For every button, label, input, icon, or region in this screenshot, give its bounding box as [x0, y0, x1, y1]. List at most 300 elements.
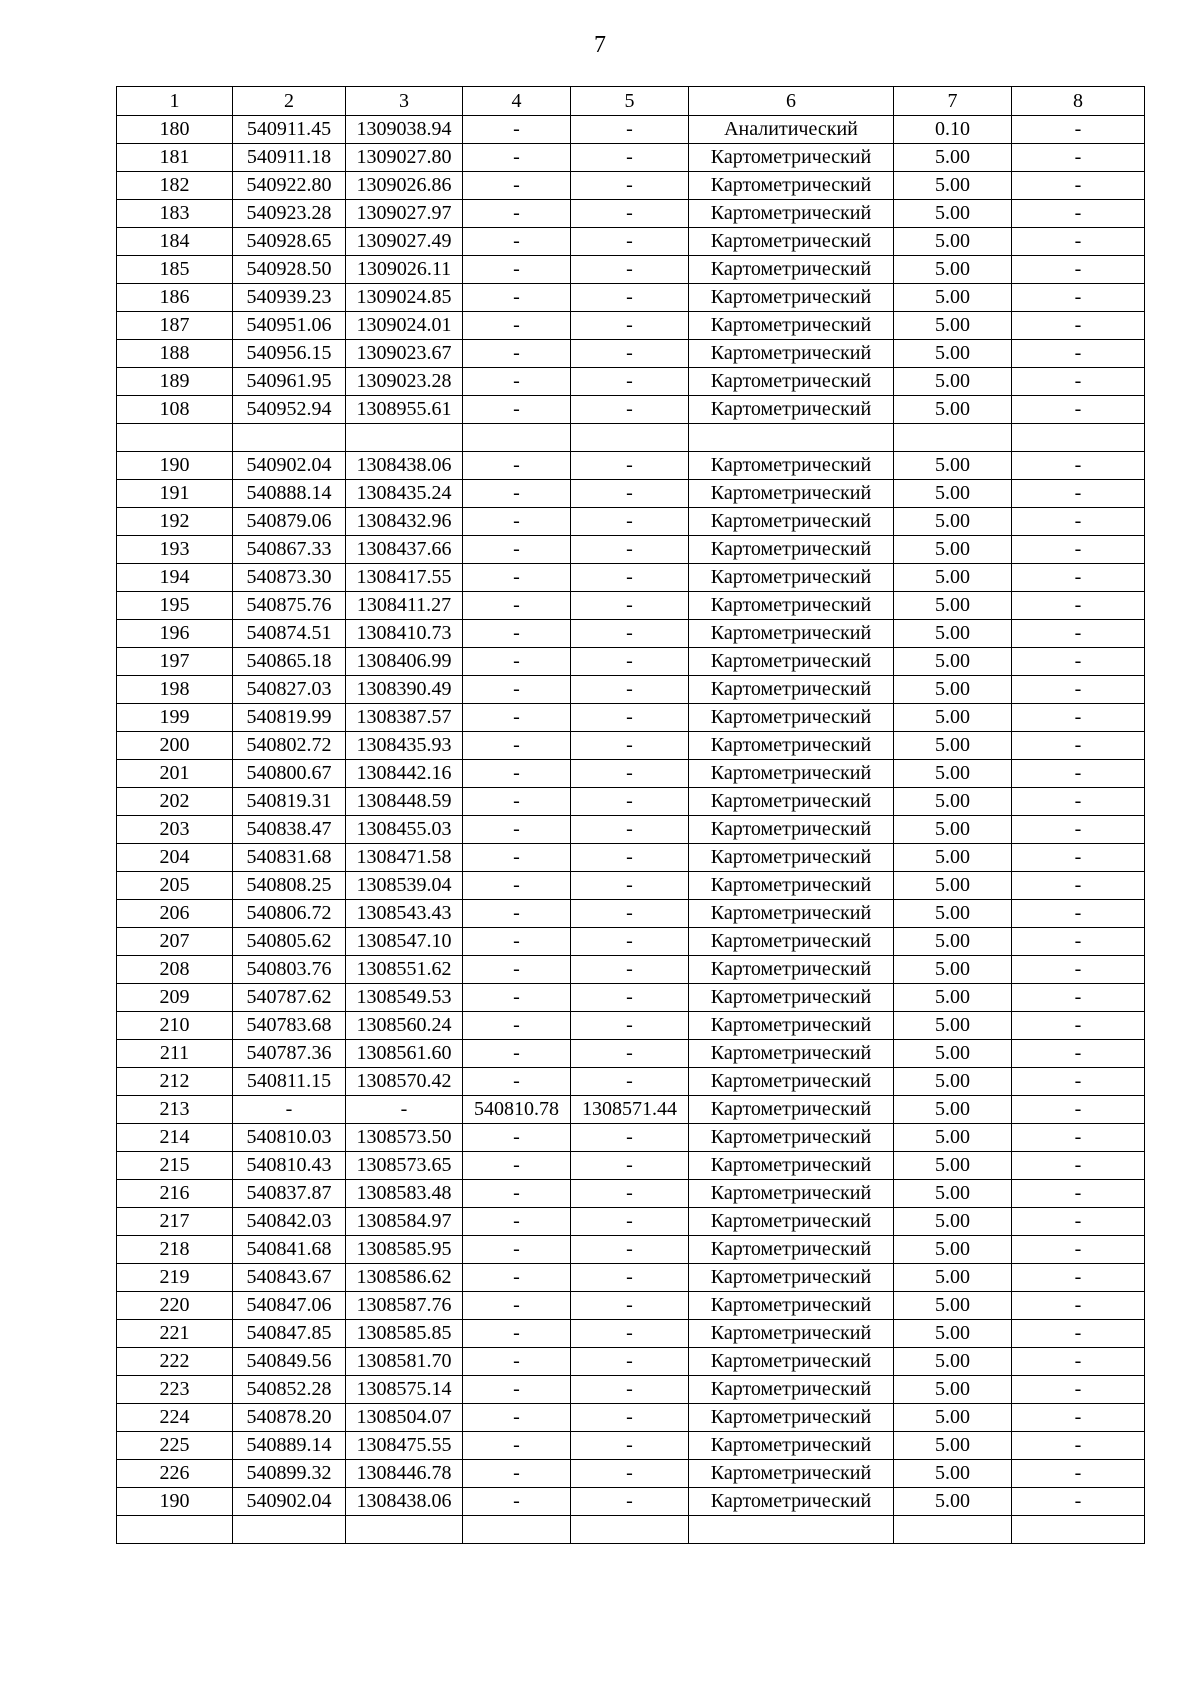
table-cell: - — [571, 1208, 689, 1236]
table-row — [117, 368, 1145, 396]
table-cell: 540928.65 — [233, 228, 346, 256]
table-cell: 540911.18 — [233, 144, 346, 172]
table-row — [117, 620, 1145, 648]
table-cell: - — [1012, 844, 1145, 872]
table-cell: - — [571, 1376, 689, 1404]
table-cell: 5.00 — [894, 1404, 1012, 1432]
table-cell: - — [1012, 1180, 1145, 1208]
table-row — [117, 788, 1145, 816]
table-cell: - — [1012, 704, 1145, 732]
table-cell: 5.00 — [894, 1264, 1012, 1292]
table-cell: 1308573.65 — [346, 1152, 463, 1180]
table-cell: 540911.45 — [233, 116, 346, 144]
table-cell: 222 — [117, 1348, 233, 1376]
table-cell: 5.00 — [894, 228, 1012, 256]
table-cell: - — [463, 1488, 571, 1516]
coordinates-table — [116, 86, 1145, 1544]
table-cell: - — [463, 1012, 571, 1040]
table-cell: 5.00 — [894, 1460, 1012, 1488]
table-cell: 108 — [117, 396, 233, 424]
table-cell: 190 — [117, 452, 233, 480]
table-row — [117, 536, 1145, 564]
table-cell: 205 — [117, 872, 233, 900]
column-header: 5 — [571, 87, 689, 116]
table-cell: - — [463, 956, 571, 984]
table-cell: 214 — [117, 1124, 233, 1152]
table-cell: - — [463, 1124, 571, 1152]
table-cell: Картометрический — [689, 1040, 894, 1068]
table-cell: 5.00 — [894, 592, 1012, 620]
table-cell — [1012, 1516, 1145, 1544]
table-cell: Картометрический — [689, 144, 894, 172]
table-cell: - — [571, 844, 689, 872]
table-cell: - — [463, 116, 571, 144]
table-cell: - — [463, 872, 571, 900]
table-row — [117, 480, 1145, 508]
table-cell: 219 — [117, 1264, 233, 1292]
table-cell: 215 — [117, 1152, 233, 1180]
table-cell: - — [1012, 1152, 1145, 1180]
table-cell: 193 — [117, 536, 233, 564]
table-cell: - — [463, 256, 571, 284]
table-cell: - — [571, 1236, 689, 1264]
table-cell: 1308547.10 — [346, 928, 463, 956]
table-cell: Картометрический — [689, 760, 894, 788]
table-row — [117, 1096, 1145, 1124]
table-row — [117, 648, 1145, 676]
table-cell: - — [1012, 676, 1145, 704]
table-cell: 1309024.85 — [346, 284, 463, 312]
table-cell: 540865.18 — [233, 648, 346, 676]
table-cell: 5.00 — [894, 480, 1012, 508]
table-cell: - — [1012, 1012, 1145, 1040]
table-cell: Картометрический — [689, 676, 894, 704]
table-cell: Картометрический — [689, 1376, 894, 1404]
table-cell: - — [571, 1320, 689, 1348]
table-cell: - — [571, 1124, 689, 1152]
table-row — [117, 1040, 1145, 1068]
table-row — [117, 1320, 1145, 1348]
table-cell: 540811.15 — [233, 1068, 346, 1096]
table-cell: 1308446.78 — [346, 1460, 463, 1488]
table-cell: - — [463, 200, 571, 228]
table-cell: - — [463, 1320, 571, 1348]
table-cell: 1309027.97 — [346, 200, 463, 228]
table-cell: - — [463, 844, 571, 872]
table-cell: 5.00 — [894, 256, 1012, 284]
table-cell: - — [1012, 816, 1145, 844]
table-cell: 5.00 — [894, 732, 1012, 760]
table-cell: - — [1012, 1376, 1145, 1404]
table-cell: - — [571, 1460, 689, 1488]
table-cell: Картометрический — [689, 340, 894, 368]
table-cell: Картометрический — [689, 1208, 894, 1236]
table-cell: - — [571, 312, 689, 340]
table-cell: 540787.36 — [233, 1040, 346, 1068]
table-row — [117, 1292, 1145, 1320]
table-cell: 5.00 — [894, 452, 1012, 480]
table-cell: 0.10 — [894, 116, 1012, 144]
table-cell: 223 — [117, 1376, 233, 1404]
column-header: 8 — [1012, 87, 1145, 116]
table-cell: 181 — [117, 144, 233, 172]
table-cell — [233, 424, 346, 452]
table-cell: - — [463, 1152, 571, 1180]
table-cell: 210 — [117, 1012, 233, 1040]
table-cell: 540808.25 — [233, 872, 346, 900]
table-cell: 190 — [117, 1488, 233, 1516]
table-cell: - — [571, 340, 689, 368]
table-cell: - — [463, 564, 571, 592]
table-cell: 1308539.04 — [346, 872, 463, 900]
table-cell: - — [1012, 284, 1145, 312]
table-cell: 5.00 — [894, 704, 1012, 732]
table-cell: 540819.31 — [233, 788, 346, 816]
table-cell: 1308571.44 — [571, 1096, 689, 1124]
table-cell: 1309027.49 — [346, 228, 463, 256]
table-cell: - — [1012, 1096, 1145, 1124]
table-cell: - — [571, 480, 689, 508]
table-cell: 196 — [117, 620, 233, 648]
table-cell: 540847.85 — [233, 1320, 346, 1348]
table-cell: 183 — [117, 200, 233, 228]
table-row — [117, 732, 1145, 760]
table-cell: - — [571, 536, 689, 564]
table-cell: 5.00 — [894, 1012, 1012, 1040]
table-cell: 5.00 — [894, 284, 1012, 312]
table-cell: 211 — [117, 1040, 233, 1068]
table-cell: 5.00 — [894, 984, 1012, 1012]
table-cell: - — [463, 1376, 571, 1404]
table-cell: 540810.78 — [463, 1096, 571, 1124]
table-cell: 209 — [117, 984, 233, 1012]
table-cell: 540803.76 — [233, 956, 346, 984]
table-cell: Картометрический — [689, 1068, 894, 1096]
table-cell: - — [571, 676, 689, 704]
table-cell: 1308955.61 — [346, 396, 463, 424]
table-cell — [117, 1516, 233, 1544]
table-cell: 216 — [117, 1180, 233, 1208]
column-header: 4 — [463, 87, 571, 116]
table-cell: 540843.67 — [233, 1264, 346, 1292]
table-cell: 540961.95 — [233, 368, 346, 396]
table-cell: - — [463, 1068, 571, 1096]
table-cell: - — [571, 1180, 689, 1208]
table-cell: - — [463, 1432, 571, 1460]
table-row — [117, 228, 1145, 256]
table-cell: Картометрический — [689, 200, 894, 228]
table-cell: Картометрический — [689, 1124, 894, 1152]
table-cell: Картометрический — [689, 788, 894, 816]
table-cell: 540878.20 — [233, 1404, 346, 1432]
table-cell: 1308581.70 — [346, 1348, 463, 1376]
table-row — [117, 816, 1145, 844]
table-cell: 1308390.49 — [346, 676, 463, 704]
table-row — [117, 172, 1145, 200]
table-cell: 540787.62 — [233, 984, 346, 1012]
column-header: 2 — [233, 87, 346, 116]
table-cell: - — [1012, 256, 1145, 284]
table-cell: 5.00 — [894, 1040, 1012, 1068]
table-cell — [689, 1516, 894, 1544]
table-cell: Картометрический — [689, 1152, 894, 1180]
table-cell: Картометрический — [689, 592, 894, 620]
table-cell: 1308504.07 — [346, 1404, 463, 1432]
table-cell: 1308438.06 — [346, 452, 463, 480]
table-cell: 5.00 — [894, 1180, 1012, 1208]
table-cell: - — [1012, 144, 1145, 172]
table-cell: Картометрический — [689, 648, 894, 676]
table-cell: - — [1012, 1292, 1145, 1320]
table-cell: 540875.76 — [233, 592, 346, 620]
table-cell — [894, 1516, 1012, 1544]
table-cell: 540902.04 — [233, 1488, 346, 1516]
table-cell: 217 — [117, 1208, 233, 1236]
table-cell: - — [571, 396, 689, 424]
table-cell: 1308543.43 — [346, 900, 463, 928]
table-cell: Картометрический — [689, 1488, 894, 1516]
table-cell: - — [571, 816, 689, 844]
table-cell: - — [1012, 1488, 1145, 1516]
table-cell: 185 — [117, 256, 233, 284]
table-cell: 5.00 — [894, 1096, 1012, 1124]
table-cell: - — [571, 900, 689, 928]
table-cell: - — [571, 1292, 689, 1320]
table-row — [117, 760, 1145, 788]
table-cell: Картометрический — [689, 396, 894, 424]
table-row — [117, 1152, 1145, 1180]
table-cell: - — [1012, 200, 1145, 228]
column-header: 3 — [346, 87, 463, 116]
table-cell: Картометрический — [689, 732, 894, 760]
table-cell: - — [1012, 508, 1145, 536]
table-cell: 202 — [117, 788, 233, 816]
table-cell: 5.00 — [894, 1236, 1012, 1264]
table-cell: - — [463, 1264, 571, 1292]
table-cell: - — [463, 480, 571, 508]
table-cell: 1308560.24 — [346, 1012, 463, 1040]
table-cell: 5.00 — [894, 396, 1012, 424]
table-row — [117, 1432, 1145, 1460]
table-cell: 1308410.73 — [346, 620, 463, 648]
table-cell: 1308551.62 — [346, 956, 463, 984]
table-cell: 5.00 — [894, 172, 1012, 200]
table-cell: 540928.50 — [233, 256, 346, 284]
column-header: 6 — [689, 87, 894, 116]
table-cell: 5.00 — [894, 928, 1012, 956]
table-cell: - — [1012, 872, 1145, 900]
table-cell: 218 — [117, 1236, 233, 1264]
table-cell: Картометрический — [689, 984, 894, 1012]
table-cell: Картометрический — [689, 536, 894, 564]
table-cell: - — [463, 1180, 571, 1208]
table-row — [117, 592, 1145, 620]
table-cell: 5.00 — [894, 676, 1012, 704]
table-cell: 1308455.03 — [346, 816, 463, 844]
table-cell: - — [571, 1012, 689, 1040]
table-cell: - — [1012, 1404, 1145, 1432]
table-row — [117, 900, 1145, 928]
table-cell: 1309023.67 — [346, 340, 463, 368]
table-cell: 1308573.50 — [346, 1124, 463, 1152]
table-cell: 1308411.27 — [346, 592, 463, 620]
table-cell: Картометрический — [689, 368, 894, 396]
table-cell: - — [463, 1404, 571, 1432]
table-cell: 540879.06 — [233, 508, 346, 536]
table-cell: 1309027.80 — [346, 144, 463, 172]
table-cell: 1308417.55 — [346, 564, 463, 592]
table-cell: - — [463, 1292, 571, 1320]
table-cell: Картометрический — [689, 1320, 894, 1348]
table-cell: - — [463, 592, 571, 620]
table-cell: - — [571, 620, 689, 648]
table-cell: Картометрический — [689, 844, 894, 872]
table-cell: - — [571, 928, 689, 956]
table-cell: - — [463, 228, 571, 256]
table-cell: 540805.62 — [233, 928, 346, 956]
table-row — [117, 1516, 1145, 1544]
table-row — [117, 844, 1145, 872]
table-cell: 1308437.66 — [346, 536, 463, 564]
table-cell: - — [463, 704, 571, 732]
table-cell: 1308406.99 — [346, 648, 463, 676]
table-cell: 221 — [117, 1320, 233, 1348]
table-cell: 540810.03 — [233, 1124, 346, 1152]
table-cell: Картометрический — [689, 1432, 894, 1460]
table-cell: - — [571, 648, 689, 676]
table-cell: - — [463, 172, 571, 200]
table-cell: Картометрический — [689, 1264, 894, 1292]
table-cell: Картометрический — [689, 1236, 894, 1264]
table-cell: - — [1012, 172, 1145, 200]
table-cell: - — [571, 1488, 689, 1516]
table-cell: 5.00 — [894, 844, 1012, 872]
table-row — [117, 704, 1145, 732]
table-cell: - — [1012, 116, 1145, 144]
table-cell: 5.00 — [894, 956, 1012, 984]
table-cell: 1308583.48 — [346, 1180, 463, 1208]
table-row — [117, 1348, 1145, 1376]
table-cell: Картометрический — [689, 1292, 894, 1320]
table-cell: Картометрический — [689, 872, 894, 900]
table-cell: - — [1012, 1068, 1145, 1096]
table-row — [117, 1236, 1145, 1264]
table-cell: 5.00 — [894, 1432, 1012, 1460]
table-cell: 226 — [117, 1460, 233, 1488]
table-cell: 5.00 — [894, 564, 1012, 592]
table-cell: - — [571, 1264, 689, 1292]
table-cell: 1309038.94 — [346, 116, 463, 144]
table-cell: Картометрический — [689, 956, 894, 984]
table-cell: Картометрический — [689, 564, 894, 592]
table-cell: 5.00 — [894, 1320, 1012, 1348]
table-cell: - — [463, 620, 571, 648]
table-cell: 188 — [117, 340, 233, 368]
table-row — [117, 200, 1145, 228]
table-cell — [571, 424, 689, 452]
column-header: 1 — [117, 87, 233, 116]
table-cell: 194 — [117, 564, 233, 592]
table-cell: - — [571, 1040, 689, 1068]
table-cell: - — [1012, 340, 1145, 368]
table-cell: - — [1012, 1040, 1145, 1068]
table-cell: Картометрический — [689, 620, 894, 648]
table-cell — [117, 424, 233, 452]
table-cell: - — [463, 676, 571, 704]
table-cell: - — [1012, 956, 1145, 984]
table-cell: 540939.23 — [233, 284, 346, 312]
table-cell: 5.00 — [894, 1152, 1012, 1180]
table-row — [117, 956, 1145, 984]
table-cell: 5.00 — [894, 788, 1012, 816]
table-cell: 540952.94 — [233, 396, 346, 424]
table-cell: 1308585.85 — [346, 1320, 463, 1348]
table-cell: - — [463, 732, 571, 760]
table-cell: Картометрический — [689, 1460, 894, 1488]
table-row — [117, 396, 1145, 424]
table-cell — [894, 424, 1012, 452]
table-cell: - — [463, 340, 571, 368]
table-cell — [463, 424, 571, 452]
table-cell: 1309026.11 — [346, 256, 463, 284]
table-cell: - — [571, 564, 689, 592]
table-cell: - — [463, 1040, 571, 1068]
table-cell: - — [1012, 1236, 1145, 1264]
table-cell: Картометрический — [689, 228, 894, 256]
table-cell: - — [463, 760, 571, 788]
table-cell: - — [463, 144, 571, 172]
table-cell: - — [233, 1096, 346, 1124]
table-row — [117, 984, 1145, 1012]
table-cell: 1308587.76 — [346, 1292, 463, 1320]
table-cell: - — [463, 984, 571, 1012]
table-row — [117, 564, 1145, 592]
table-row — [117, 1068, 1145, 1096]
table-cell: 5.00 — [894, 144, 1012, 172]
table-cell: 1308448.59 — [346, 788, 463, 816]
table-cell: 1308549.53 — [346, 984, 463, 1012]
table-cell: 187 — [117, 312, 233, 340]
table-cell: - — [1012, 1208, 1145, 1236]
table-cell: 1308586.62 — [346, 1264, 463, 1292]
table-cell: 540800.67 — [233, 760, 346, 788]
table-row — [117, 676, 1145, 704]
table-cell: 182 — [117, 172, 233, 200]
table-cell: 540810.43 — [233, 1152, 346, 1180]
table-cell: 540874.51 — [233, 620, 346, 648]
table-cell: - — [571, 956, 689, 984]
table-cell: 540838.47 — [233, 816, 346, 844]
table-cell: - — [463, 284, 571, 312]
table-cell: 197 — [117, 648, 233, 676]
table-cell — [463, 1516, 571, 1544]
table-cell: 5.00 — [894, 340, 1012, 368]
table-cell: 180 — [117, 116, 233, 144]
table-cell: 195 — [117, 592, 233, 620]
table-cell: 1309024.01 — [346, 312, 463, 340]
table-cell: 1308438.06 — [346, 1488, 463, 1516]
table-row — [117, 256, 1145, 284]
table-cell: Картометрический — [689, 480, 894, 508]
table-cell: 191 — [117, 480, 233, 508]
table-cell: 5.00 — [894, 368, 1012, 396]
table-cell: - — [571, 144, 689, 172]
table-cell: 192 — [117, 508, 233, 536]
table-cell: 1308442.16 — [346, 760, 463, 788]
page-number: 7 — [594, 32, 606, 58]
table-row — [117, 1012, 1145, 1040]
table-cell: 540841.68 — [233, 1236, 346, 1264]
